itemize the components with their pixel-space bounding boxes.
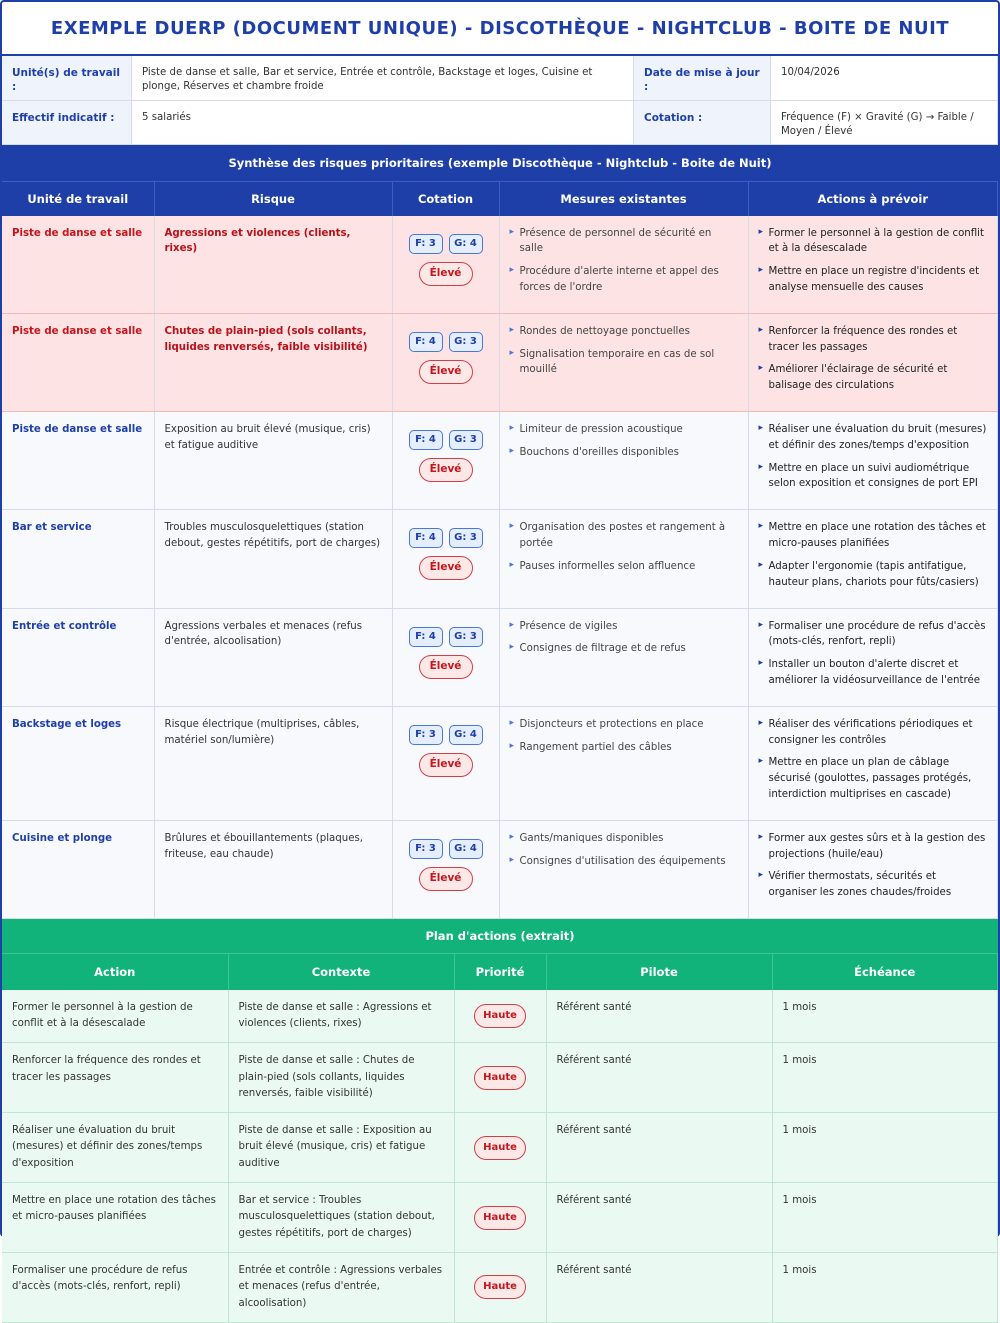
unit-cell <box>2 412 154 510</box>
risk-row <box>2 412 998 510</box>
cotation-cell <box>392 313 499 411</box>
level-badge: Élevé <box>419 867 473 891</box>
cotation-cell <box>392 608 499 706</box>
level-badge: Élevé <box>419 655 473 679</box>
risk-text: Brûlures et ébouillantements (plaques, friteuse, eau chaude) <box>164 832 364 860</box>
unit-name: Bar et service <box>12 522 92 534</box>
plan-priority-cell <box>454 1043 546 1113</box>
unit-cell <box>2 510 154 608</box>
plan-title: Plan d'actions (extrait) <box>2 919 998 953</box>
cotation-cell <box>392 706 499 820</box>
gravity-badge: G: 3 <box>449 528 483 548</box>
col-header-pilot: Pilote <box>546 954 772 990</box>
priority-badge: Haute <box>474 1206 526 1230</box>
actions-cell <box>748 313 998 411</box>
unit-name: Piste de danse et salle <box>12 424 143 435</box>
risk-cell <box>154 608 392 706</box>
risk-row <box>2 313 998 411</box>
measures-item: ▸ Signalisation temporaire en cas de sol mouillé <box>510 347 738 379</box>
measures-cell <box>499 820 748 918</box>
measures-cell <box>499 412 748 510</box>
level-badge: Élevé <box>419 556 473 580</box>
gravity-badge: G: 4 <box>449 234 483 254</box>
cotation-cell <box>392 412 499 510</box>
gravity-badge: G: 3 <box>449 332 483 352</box>
unit-name: Piste de danse et salle <box>12 227 143 239</box>
unit-name: Backstage et loges <box>12 718 122 730</box>
plan-context: Piste de danse et salle : Exposition au bruit élevé (musique, cris) et fatigue auditive <box>228 1113 454 1183</box>
unit-cell <box>2 706 154 820</box>
unit-name: Entrée et contrôle <box>12 620 117 632</box>
date-value: 10/04/2026 <box>771 56 998 101</box>
frequency-badge: F: 4 <box>409 528 443 548</box>
risk-header-row <box>2 182 998 216</box>
risk-row <box>2 510 998 608</box>
actions-item: ▸ Réaliser des vérifications périodiques et consigner les contrôles <box>759 717 988 749</box>
meta-grid <box>2 56 998 145</box>
actions-item: ▸ Améliorer l'éclairage de sécurité et balisage des circulations <box>759 362 988 394</box>
measures-item: ▸ Organisation des postes et rangement à portée <box>510 520 738 552</box>
staff-value: 5 salariés <box>132 101 634 145</box>
plan-due: 1 mois <box>772 1253 998 1323</box>
measures-cell <box>499 216 748 314</box>
measures-cell <box>499 608 748 706</box>
frequency-badge: F: 4 <box>409 627 443 647</box>
risk-text: Agressions et violences (clients, rixes) <box>164 227 351 255</box>
measures-list <box>510 520 738 574</box>
col-header-priority: Priorité <box>454 954 546 990</box>
plan-pilot: Référent santé <box>546 990 772 1043</box>
actions-list <box>759 324 988 394</box>
risk-cell <box>154 313 392 411</box>
measures-item: ▸ Bouchons d'oreilles disponibles <box>510 445 738 461</box>
risk-row <box>2 820 998 918</box>
plan-action: Formaliser une procédure de refus d'accès (mots-clés, renfort, repli) <box>2 1253 228 1323</box>
col-header-unit: Unité de travail <box>2 182 154 216</box>
plan-priority-cell <box>454 1183 546 1253</box>
actions-cell <box>748 510 998 608</box>
risk-text: Troubles musculosquelettiques (station debout, gestes répétitifs, port de charges) <box>164 522 381 550</box>
plan-action: Mettre en place une rotation des tâches et micro-pauses planifiées <box>2 1183 228 1253</box>
measures-cell <box>499 706 748 820</box>
level-badge: Élevé <box>419 262 473 286</box>
risk-cell <box>154 510 392 608</box>
risk-cell <box>154 820 392 918</box>
plan-action: Réaliser une évaluation du bruit (mesures) et définir des zones/temps d'exposition <box>2 1113 228 1183</box>
actions-list <box>759 831 988 901</box>
measures-list <box>510 226 738 296</box>
measures-item: ▸ Consignes d'utilisation des équipements <box>510 854 738 870</box>
staff-label: Effectif indicatif : <box>2 101 132 145</box>
unit-name: Cuisine et plonge <box>12 832 113 844</box>
plan-context: Entrée et contrôle : Agressions verbales et menaces (refus d'entrée, alcoolisation) <box>228 1253 454 1323</box>
plan-priority-cell <box>454 1113 546 1183</box>
actions-item: ▸ Mettre en place un registre d'incidents et analyse mensuelle des causes <box>759 264 988 296</box>
unit-name: Piste de danse et salle <box>12 325 143 337</box>
actions-item: ▸ Mettre en place un suivi audiométrique selon exposition et consignes de port EPI <box>759 461 988 493</box>
measures-cell <box>499 510 748 608</box>
col-header-measures: Mesures existantes <box>499 182 748 216</box>
actions-item: ▸ Vérifier thermostats, sécurités et organiser les zones chaudes/froides <box>759 869 988 901</box>
risk-text: Chutes de plain-pied (sols collants, liquides renversés, faible visibilité) <box>164 325 368 353</box>
plan-pilot: Référent santé <box>546 1183 772 1253</box>
unit-cell <box>2 820 154 918</box>
gravity-badge: G: 3 <box>449 430 483 450</box>
unit-cell <box>2 608 154 706</box>
gravity-badge: G: 4 <box>449 725 483 745</box>
measures-item: ▸ Rondes de nettoyage ponctuelles <box>510 324 738 340</box>
risk-row <box>2 706 998 820</box>
cotation-value: Fréquence (F) × Gravité (G) → Faible / Moyen / Élevé <box>771 101 998 145</box>
actions-list <box>759 226 988 296</box>
col-header-cotation: Cotation <box>392 182 499 216</box>
actions-cell <box>748 706 998 820</box>
plan-row <box>2 1043 998 1113</box>
actions-item: ▸ Mettre en place une rotation des tâches et micro-pauses planifiées <box>759 520 988 552</box>
gravity-badge: G: 3 <box>449 627 483 647</box>
plan-due: 1 mois <box>772 1183 998 1253</box>
measures-item: ▸ Disjoncteurs et protections en place <box>510 717 738 733</box>
risk-text: Risque électrique (multiprises, câbles, matériel son/lumière) <box>164 718 360 746</box>
actions-item: ▸ Renforcer la fréquence des rondes et tracer les passages <box>759 324 988 356</box>
col-header-context: Contexte <box>228 954 454 990</box>
priority-badge: Haute <box>474 1136 526 1160</box>
plan-row <box>2 1253 998 1323</box>
col-header-actions: Actions à prévoir <box>748 182 998 216</box>
risk-synthesis-table <box>2 181 998 919</box>
plan-priority-cell <box>454 990 546 1043</box>
plan-context: Piste de danse et salle : Agressions et violences (clients, rixes) <box>228 990 454 1043</box>
actions-cell <box>748 412 998 510</box>
plan-context: Bar et service : Troubles musculosquelettiques (station debout, gestes répétitifs, port de charges) <box>228 1183 454 1253</box>
plan-due: 1 mois <box>772 990 998 1043</box>
frequency-badge: F: 4 <box>409 332 443 352</box>
measures-cell <box>499 313 748 411</box>
plan-pilot: Référent santé <box>546 1253 772 1323</box>
actions-list <box>759 717 988 803</box>
actions-item: ▸ Formaliser une procédure de refus d'accès (mots-clés, renfort, repli) <box>759 619 988 651</box>
frequency-badge: F: 3 <box>409 234 443 254</box>
plan-row <box>2 1113 998 1183</box>
frequency-badge: F: 4 <box>409 430 443 450</box>
col-header-action: Action <box>2 954 228 990</box>
priority-badge: Haute <box>474 1275 526 1299</box>
measures-item: ▸ Pauses informelles selon affluence <box>510 559 738 575</box>
cotation-cell <box>392 216 499 314</box>
actions-item: ▸ Adapter l'ergonomie (tapis antifatigue, hauteur plans, chariots pour fûts/casiers) <box>759 559 988 591</box>
date-label: Date de mise à jour : <box>634 56 771 101</box>
units-label: Unité(s) de travail : <box>2 56 132 101</box>
measures-list <box>510 422 738 461</box>
measures-item: ▸ Présence de personnel de sécurité en salle <box>510 226 738 258</box>
actions-item: ▸ Former le personnel à la gestion de conflit et à la désescalade <box>759 226 988 258</box>
actions-cell <box>748 216 998 314</box>
actions-cell <box>748 608 998 706</box>
measures-list <box>510 717 738 756</box>
unit-cell <box>2 313 154 411</box>
col-header-due: Échéance <box>772 954 998 990</box>
risk-cell <box>154 216 392 314</box>
plan-action: Renforcer la fréquence des rondes et tracer les passages <box>2 1043 228 1113</box>
frequency-badge: F: 3 <box>409 725 443 745</box>
actions-cell <box>748 820 998 918</box>
level-badge: Élevé <box>419 458 473 482</box>
plan-pilot: Référent santé <box>546 1113 772 1183</box>
measures-list <box>510 831 738 870</box>
actions-item: ▸ Mettre en place un plan de câblage sécurisé (goulottes, passages protégés, interdiction multiprises en cascade) <box>759 755 988 802</box>
risk-text: Agressions verbales et menaces (refus d'entrée, alcoolisation) <box>164 620 363 648</box>
synthesis-title: Synthèse des risques prioritaires (exemple Discothèque - Nightclub - Boite de Nuit) <box>2 145 998 181</box>
measures-item: ▸ Présence de vigiles <box>510 619 738 635</box>
cotation-cell <box>392 820 499 918</box>
document-title: EXEMPLE DUERP (DOCUMENT UNIQUE) - DISCOTHÈQUE - NIGHTCLUB - BOITE DE NUIT <box>2 2 998 56</box>
cotation-label: Cotation : <box>634 101 771 145</box>
risk-text: Exposition au bruit élevé (musique, cris) et fatigue auditive <box>164 424 371 451</box>
actions-item: ▸ Installer un bouton d'alerte discret et améliorer la vidéosurveillance de l'entrée <box>759 657 988 689</box>
unit-cell <box>2 216 154 314</box>
plan-row <box>2 990 998 1043</box>
measures-list <box>510 619 738 658</box>
level-badge: Élevé <box>419 360 473 384</box>
risk-row <box>2 216 998 314</box>
action-plan-table <box>2 953 998 1323</box>
plan-priority-cell <box>454 1253 546 1323</box>
units-value: Piste de danse et salle, Bar et service, Entrée et contrôle, Backstage et loges, Cuisine et plonge, Réserves et chambre froide <box>132 56 634 101</box>
plan-header-row <box>2 954 998 990</box>
gravity-badge: G: 4 <box>449 839 483 859</box>
actions-item: ▸ Réaliser une évaluation du bruit (mesures) et définir des zones/temps d'exposition <box>759 422 988 454</box>
risk-row <box>2 608 998 706</box>
frequency-badge: F: 3 <box>409 839 443 859</box>
actions-list <box>759 422 988 492</box>
plan-due: 1 mois <box>772 1043 998 1113</box>
actions-item: ▸ Former aux gestes sûrs et à la gestion des projections (huile/eau) <box>759 831 988 863</box>
plan-due: 1 mois <box>772 1113 998 1183</box>
measures-item: ▸ Procédure d'alerte interne et appel des forces de l'ordre <box>510 264 738 296</box>
actions-list <box>759 619 988 689</box>
measures-item: ▸ Rangement partiel des câbles <box>510 740 738 756</box>
cotation-cell <box>392 510 499 608</box>
col-header-risk: Risque <box>154 182 392 216</box>
plan-action: Former le personnel à la gestion de conflit et à la désescalade <box>2 990 228 1043</box>
measures-item: ▸ Consignes de filtrage et de refus <box>510 641 738 657</box>
priority-badge: Haute <box>474 1004 526 1028</box>
risk-cell <box>154 412 392 510</box>
priority-badge: Haute <box>474 1066 526 1090</box>
plan-context: Piste de danse et salle : Chutes de plain-pied (sols collants, liquides renversés, faible visibilité) <box>228 1043 454 1113</box>
level-badge: Élevé <box>419 753 473 777</box>
actions-list <box>759 520 988 590</box>
plan-row <box>2 1183 998 1253</box>
risk-cell <box>154 706 392 820</box>
measures-item: ▸ Limiteur de pression acoustique <box>510 422 738 438</box>
measures-item: ▸ Gants/maniques disponibles <box>510 831 738 847</box>
measures-list <box>510 324 738 378</box>
plan-pilot: Référent santé <box>546 1043 772 1113</box>
